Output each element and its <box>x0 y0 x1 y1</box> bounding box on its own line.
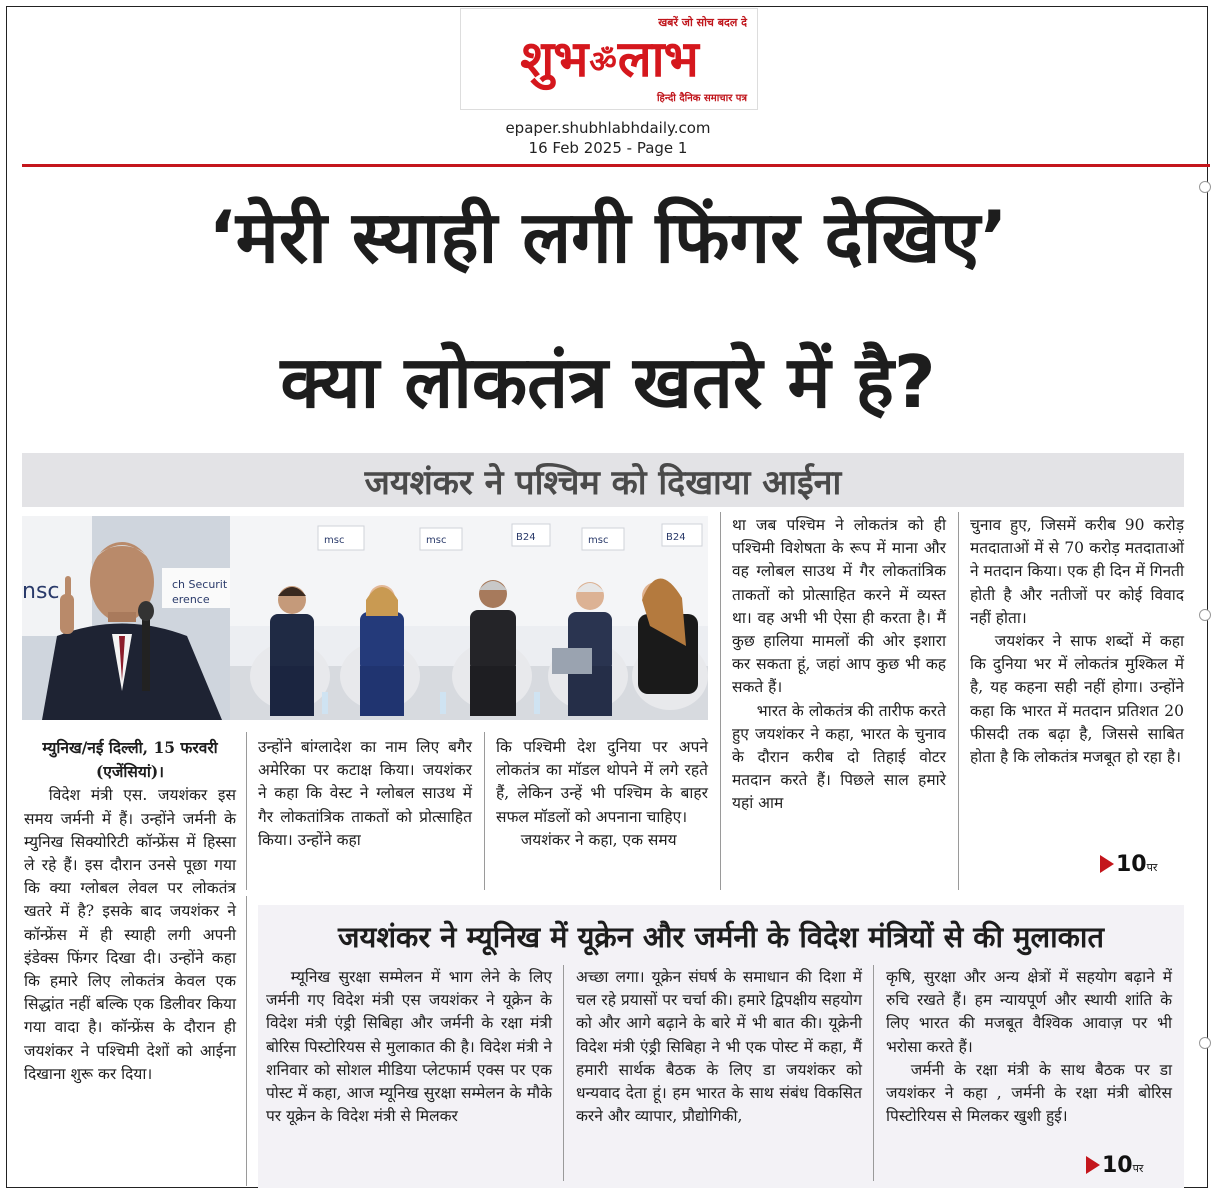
column-divider <box>958 512 959 890</box>
story2-paragraph: अच्छा लगा। यूक्रेन संघर्ष के समाधान की दिशा में चल रहे प्रयासों पर चर्चा की। हमारे द्विपक्षीय सहयोग को और आगे बढ़ाने के बारे में भी बात की। यूक्रेनी विदेश मंत्री एंड्री सिबिहा ने भी एक पोस्ट में कहा, मैं हमारी सार्थक बैठक के लिए डा जयशंकर को धन्यवाद देता हूं। हम भारत के साथ संबंध विकसित करने और व्यापार, प्रौद्योगिकी, <box>576 968 862 1126</box>
dateline: म्युनिख/नई दिल्ली, 15 फरवरी (एजेंसियां)। <box>42 738 218 782</box>
story2-column-3 <box>886 966 1172 1128</box>
news-photo <box>22 516 708 720</box>
conference-photo-illustration <box>22 516 708 720</box>
svg-text:msc: msc <box>426 535 447 546</box>
masthead-name-right: लाभ <box>617 30 698 88</box>
story1-paragraph: जयशंकर ने साफ शब्दों में कहा कि दुनिया भर में लोकतंत्र मुश्किल में है, यह कहना सही नहीं होगा। उन्होंने कहा कि भारत में मतदान प्रतिशत 20 फीसदी तक बढ़ा है, जिससे साबित होता है कि लोकतंत्र मजबूत हो रहा है। <box>970 632 1184 767</box>
date-page: 16 Feb 2025 - Page 1 <box>528 139 688 157</box>
story2-box <box>258 905 1184 1188</box>
ganesha-emblem-icon: ॐ <box>589 44 616 80</box>
photo-left-screen-text: nsc <box>22 579 60 604</box>
column-divider <box>246 896 247 1186</box>
site-url[interactable]: epaper.shubhlabhdaily.com <box>505 119 711 137</box>
svg-text:B24: B24 <box>516 532 536 543</box>
column-divider <box>720 512 721 890</box>
story2-paragraph: कृषि, सुरक्षा और अन्य क्षेत्रों में सहयोग बढ़ाने में रुचि रखते हैं। हम न्यायपूर्ण और स्थायी शांति के लिए भारत की मजबूत वैश्विक आवाज़ पर भी भरोसा करते हैं। <box>886 968 1172 1056</box>
play-arrow-icon <box>1086 1156 1100 1174</box>
story1-column-5 <box>970 514 1184 769</box>
story1-column-3 <box>496 736 708 852</box>
story2-paragraph: म्यूनिख सुरक्षा सम्मेलन में भाग लेने के लिए जर्मनी गए विदेश मंत्री एस जयशंकर ने यूक्रेन के विदेश मंत्री एंड्री सिबिहा और जर्मनी के रक्षा मंत्री बोरिस पिस्टोरियस से मुलाकात की है। विदेश मंत्री ने शनिवार को सोशल मीडिया प्लेटफार्म एक्स पर एक पोस्ट में कहा, आज म्यूनिख सुरक्षा सम्मेलन के मौके पर यूक्रेन के विदेश मंत्री से मिलकर <box>266 968 552 1126</box>
continued-suffix: पर <box>1132 1162 1144 1175</box>
margin-punch-icon <box>1199 1037 1211 1049</box>
story2-paragraph: जर्मनी के रक्षा मंत्री के साथ बैठक पर डा जयशंकर ने कहा , जर्मनी के रक्षा मंत्री बोरिस पिस्टोरियस से मिलकर खुशी हुई। <box>886 1060 1172 1126</box>
story1-column-1 <box>24 736 236 1086</box>
story1-column-2 <box>258 736 472 852</box>
margin-punch-icon <box>1199 181 1211 193</box>
masthead-subtitle: हिन्दी दैनिक समाचार पत्र <box>656 93 747 104</box>
masthead-name <box>461 29 757 93</box>
subhead-bar <box>22 453 1184 507</box>
masthead-logo <box>460 8 758 110</box>
svg-text:B24: B24 <box>666 532 686 543</box>
svg-text:msc: msc <box>324 535 345 546</box>
masthead-name-left: शुभ <box>520 30 588 88</box>
play-arrow-icon <box>1100 855 1114 873</box>
header-divider <box>22 164 1210 167</box>
svg-text:msc: msc <box>588 535 609 546</box>
story1-paragraph: विदेश मंत्री एस. जयशंकर इस समय जर्मनी में हैं। उन्होंने जर्मनी के म्युनिख सिक्योरिटी कॉन्फ्रेंस में हिस्सा ले रहे हैं। इस दौरान उनसे पूछा गया कि क्या ग्लोबल लेवल पर लोकतंत्र खतरे में है? इसके बाद जयशंकर ने कॉन्फ्रेंस में ही स्याही लगी अपनी इंडेक्स फिंगर दिखा दी। उन्होंने कहा कि हमारे लिए लोकतंत्र केवल एक सिद्धांत नहीं बल्कि एक डिलीवर किया गया वादा है। कॉन्फ्रेंस के दौरान ही जयशंकर ने पश्चिमी देशों को आईना दिखाना शुरू कर दिया। <box>24 786 236 1083</box>
story1-paragraph: था जब पश्चिम ने लोकतंत्र को ही पश्चिमी विशेषता के रूप में माना और वह ग्लोबल साउथ में गैर लोकतांत्रिक ताकतों को प्रोत्साहित करने में व्यस्त था। वह अभी भी ऐसा ही करता है। मैं कुछ हालिया मामलों की ओर इशारा कर सकता हूं, जहां आप कुछ भी कह सकते हैं। <box>732 516 946 697</box>
svg-text:erence: erence <box>172 593 210 606</box>
column-divider <box>246 732 247 890</box>
headline-line-2: क्या लोकतंत्र खतरे में है? <box>280 340 936 424</box>
story2-column-1 <box>266 966 552 1128</box>
story1-continued-link[interactable] <box>1100 852 1157 877</box>
margin-punch-icon <box>1199 609 1211 621</box>
headline-line-1: ‘मेरी स्याही लगी फिंगर देखिए’ <box>208 195 1008 279</box>
story1-paragraph: उन्होंने बांग्लादेश का नाम लिए बगैर अमेरिका पर कटाक्ष किया। जयशंकर ने कहा कि वेस्ट ने ग्लोबल साउथ में गैर लोकतांत्रिक ताकतों को प्रोत्साहित किया। उन्होंने कहा <box>258 738 472 849</box>
column-divider <box>563 965 564 1181</box>
story2-continued-link[interactable] <box>1086 1153 1143 1178</box>
svg-text:ch Securit: ch Securit <box>172 578 228 591</box>
story1-paragraph: जयशंकर ने कहा, एक समय <box>520 830 677 849</box>
continued-suffix: पर <box>1146 861 1158 874</box>
story1-paragraph: भारत के लोकतंत्र की तारीफ करते हुए जयशंकर ने कहा, भारत के चुनाव के दौरान करीब दो तिहाई वोटर मतदान करते हैं। पिछले साल हमारे यहां आम <box>732 701 946 813</box>
masthead-tagline: खबरें जो सोच बदल दे <box>658 16 747 29</box>
column-divider <box>873 965 874 1181</box>
continued-page-number: 10 <box>1102 1153 1133 1178</box>
story1-column-4 <box>732 514 946 816</box>
story1-paragraph: कि पश्चिमी देश दुनिया पर अपने लोकतंत्र का मॉडल थोपने में लगे रहते हैं, लेकिन उन्हें भी पश्चिम के बाहर सफल मॉडलों को अपनाना चाहिए। <box>496 738 708 826</box>
column-divider <box>484 732 485 890</box>
story2-headline: जयशंकर ने म्यूनिख में यूक्रेन और जर्मनी के विदेश मंत्रियों से की मुलाकात <box>338 920 1104 954</box>
story2-column-2 <box>576 966 862 1128</box>
subhead: जयशंकर ने पश्चिम को दिखाया आईना <box>364 463 842 503</box>
continued-page-number: 10 <box>1116 852 1147 877</box>
story1-paragraph: चुनाव हुए, जिसमें करीब 90 करोड़ मतदाताओं में से 70 करोड़ मतदाताओं ने मतदान किया। एक ही दिन में गिनती होती है और नतीजों पर कोई विवाद नहीं होता। <box>970 516 1184 627</box>
edition-info <box>0 118 1216 158</box>
